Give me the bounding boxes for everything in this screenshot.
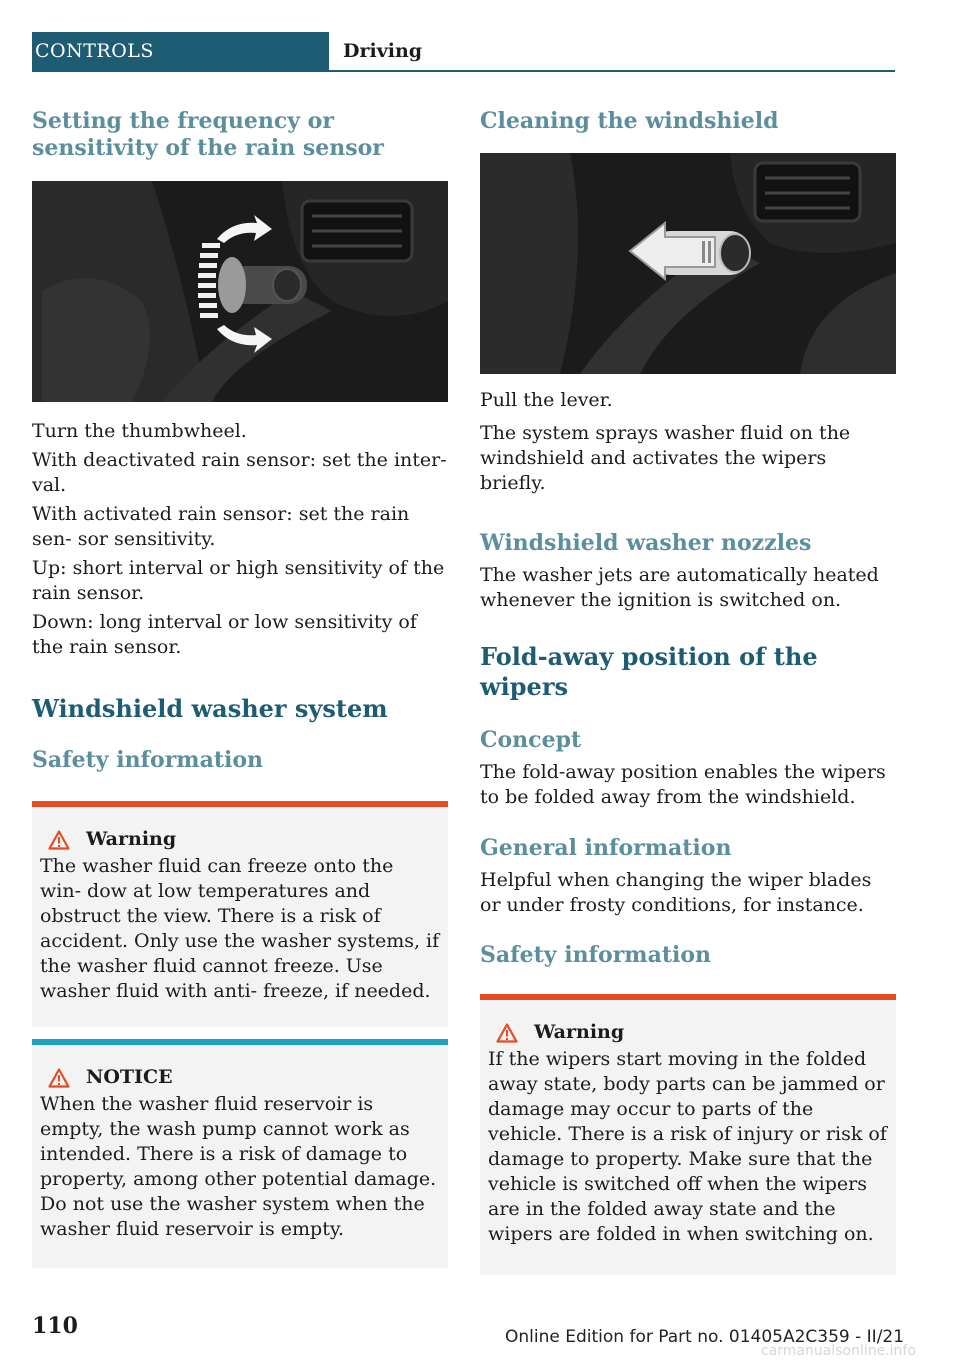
heading-rain-sensor: Setting the frequency or sensitivity of the rain sensor [32, 108, 384, 161]
rain-paragraph: Turn the thumbwheel. [32, 420, 247, 442]
right-column [480, 108, 896, 1275]
heading-cleaning-windshield: Cleaning the windshield [480, 108, 779, 134]
chapter-label: Driving [343, 40, 423, 62]
warning-box [480, 994, 896, 1275]
heading-general-information: General information [480, 835, 732, 861]
warning-triangle-icon [48, 1068, 70, 1088]
notice-text: When the washer fluid reservoir is empty, the wash pump cannot work as intended. There is a risk of damage to property, among other potential damage. Do not use the washer system when the washer fluid reservoir is empty. [40, 1093, 437, 1240]
section-label: CONTROLS [32, 32, 329, 70]
notice-title-row [48, 1065, 440, 1090]
washer-lever-photo [480, 153, 896, 374]
washer-lever-illustration [480, 153, 896, 374]
warning-title-row [48, 827, 440, 852]
rain-sensor-text [32, 419, 448, 660]
page-header [32, 32, 895, 72]
heading-safety-information: Safety information [32, 747, 264, 773]
heading-washer-nozzles: Windshield washer nozzles [480, 530, 812, 556]
rain-paragraph: Down: long interval or low sensitivity of the rain sensor. [32, 611, 417, 658]
clean-description: The system sprays washer fluid on the windshield and activates the wipers briefly. [480, 422, 851, 494]
rain-paragraph: Up: short interval or high sensitivity of the rain sensor. [32, 557, 445, 604]
warning-title: Warning [86, 828, 177, 850]
watermark: carmanualsonline.info [761, 1343, 916, 1359]
rain-paragraph: With deactivated rain sensor: set the inter‐ val. [32, 449, 447, 496]
warning-triangle-icon [496, 1023, 518, 1043]
warning-title: Warning [534, 1021, 625, 1043]
thumbwheel-photo [32, 181, 448, 402]
heading-fold-away: Fold-away position of the wipers [480, 642, 818, 701]
warning-title-row [496, 1020, 888, 1045]
thumbwheel-illustration [32, 181, 448, 402]
heading-concept: Concept [480, 727, 582, 753]
notice-title: NOTICE [86, 1066, 173, 1088]
concept-text: The fold-away position enables the wipers to be folded away from the windshield. [480, 761, 886, 808]
heading-safety-information: Safety information [480, 942, 712, 968]
page-number: 110 [32, 1313, 78, 1339]
general-text: Helpful when changing the wiper blades or under frosty conditions, for instance. [480, 869, 872, 916]
notice-box [32, 1039, 448, 1268]
warning-text: The washer fluid can freeze onto the win‐ dow at low temperatures and obstruct the view. There is a risk of accident. Only use the washer systems, if the washer fluid cannot freeze. Use washer fluid with anti‐ freeze, if needed. [40, 855, 440, 1002]
warning-box [32, 801, 448, 1027]
heading-washer-system: Windshield washer system [32, 694, 388, 723]
clean-step: Pull the lever. [480, 389, 613, 411]
left-column [32, 108, 448, 1268]
rain-paragraph: With activated rain sensor: set the rain sen‐ sor sensitivity. [32, 503, 410, 550]
warning-triangle-icon [48, 830, 70, 850]
edition-note: Online Edition for Part no. 01405A2C359 - II/21 [505, 1327, 905, 1347]
warning-text: If the wipers start moving in the folded away state, body parts can be jammed or damage may occur to parts of the vehicle. There is a risk of injury or risk of damage to property. Make sure that the vehicle is switched off when the wipers are in the folded away state and the wipers are folded in when switching on. [488, 1048, 887, 1245]
nozzles-text: The washer jets are automatically heated whenever the ignition is switched on. [480, 564, 879, 611]
